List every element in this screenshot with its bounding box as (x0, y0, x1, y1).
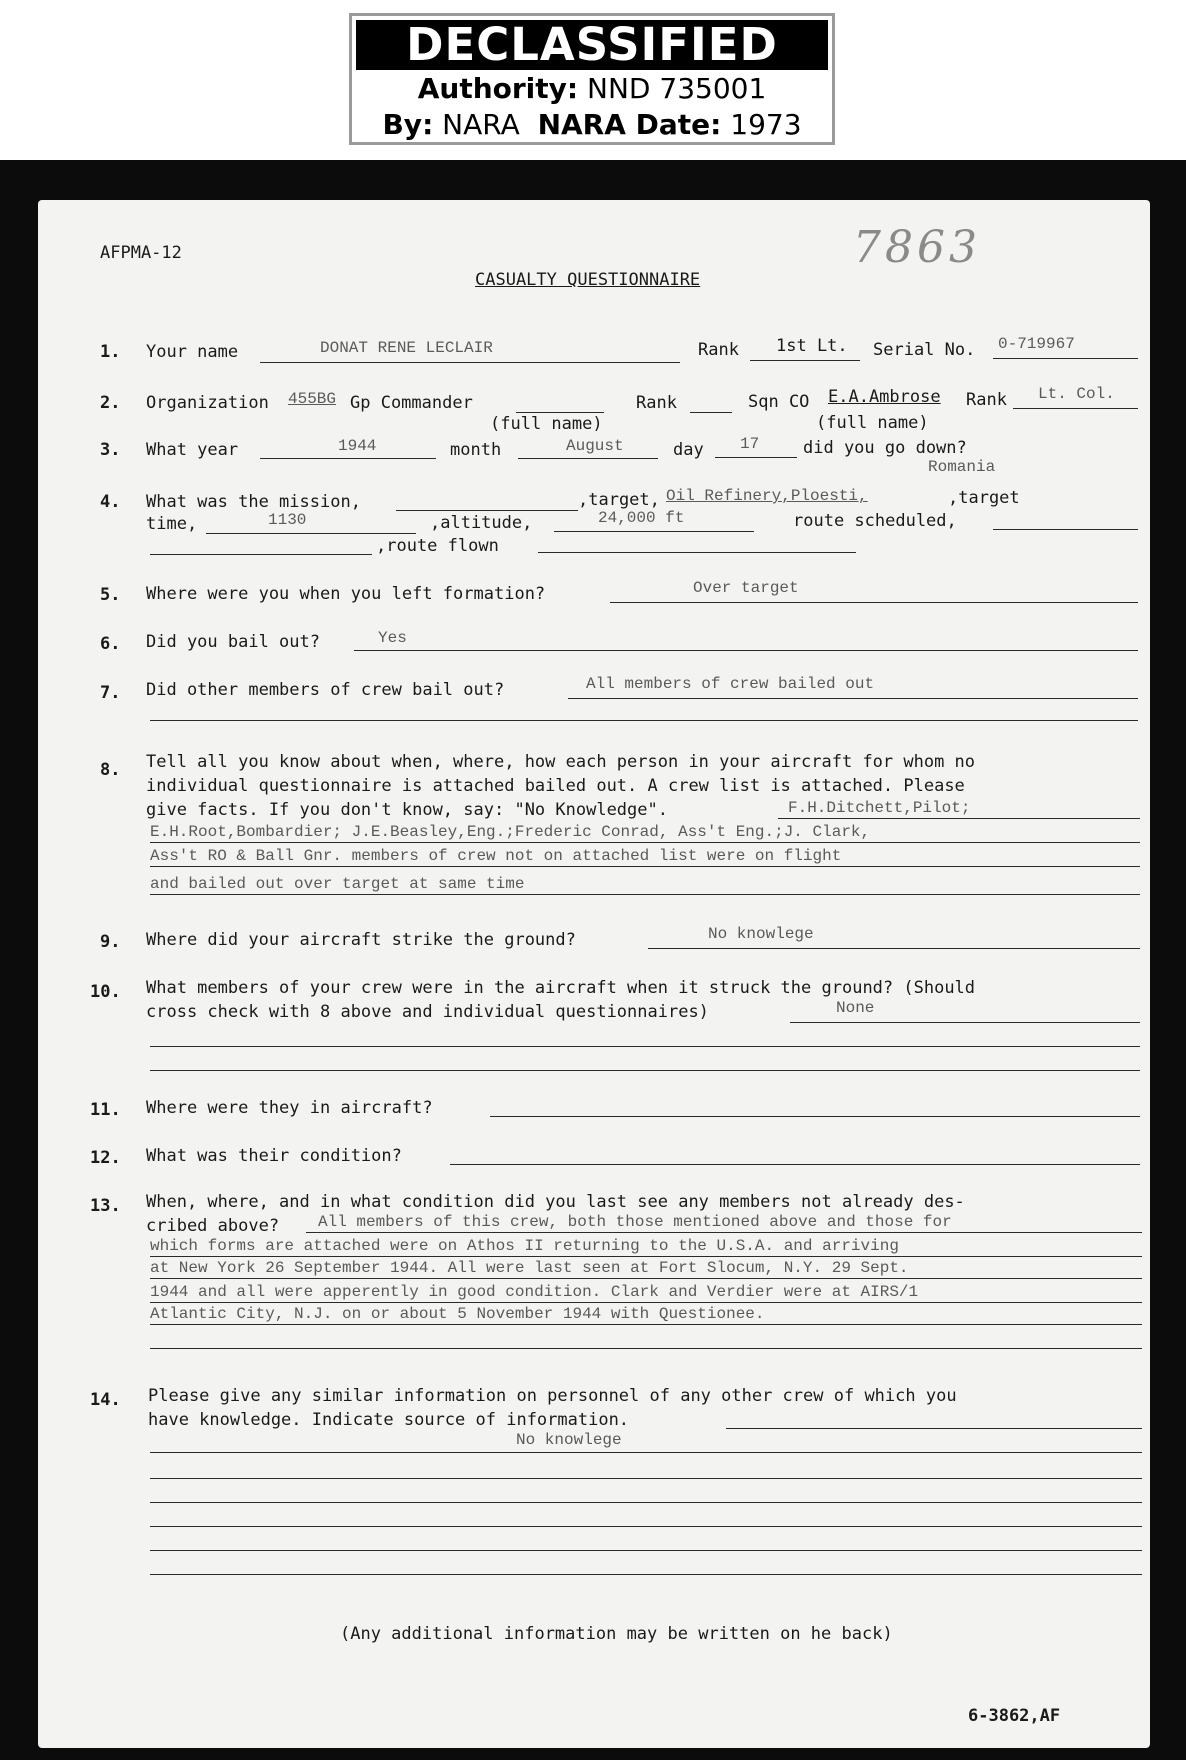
q8-answer-2: E.H.Root,Bombardier; J.E.Beasley,Eng.;Frederic Conrad, Ass't Eng.;J. Clark, (150, 823, 871, 841)
handwritten-number: 7863 (853, 222, 981, 273)
q9-answer: No knowlege (708, 925, 814, 943)
q13-answer-line-2 (150, 1256, 1142, 1257)
q1-rank-label: Rank (698, 340, 739, 360)
scanned-document (0, 160, 1186, 1760)
q4-route-scheduled-line (993, 529, 1138, 530)
q13-answer-5: Atlantic City, N.J. on or about 5 November 1944 with Questionee. (150, 1305, 765, 1323)
q14-answer-line-4 (150, 1502, 1142, 1503)
q6-number: 6. (100, 634, 121, 654)
q3-month-label: month (450, 440, 502, 460)
q7-answer-line (568, 698, 1138, 699)
q13-answer-3: at New York 26 September 1944. All were last seen at Fort Slocum, N.Y. 29 Sept. (150, 1259, 909, 1277)
q14-answer-line-2 (150, 1452, 1142, 1453)
q4-number: 4. (100, 492, 121, 512)
q2-rank2-value: Lt. Col. (1038, 385, 1115, 403)
q3-month-value: August (566, 437, 624, 455)
q10-answer-line-2 (150, 1046, 1140, 1047)
q3-day-label: day (673, 440, 704, 460)
q8-line-1: Tell all you know about when, where, how each person in your aircraft for whom no (146, 752, 976, 772)
q10-answer-line (790, 1022, 1140, 1023)
q14-answer-line-7 (150, 1574, 1142, 1575)
q4-altitude-value: 24,000 ft (598, 509, 685, 527)
q3-end-text: did you go down? (803, 438, 967, 458)
q3-label: What year (146, 440, 239, 460)
q4-route-flown-label: ,route flown (376, 536, 499, 556)
q4-target-label: ,target, (578, 490, 660, 510)
q13-number: 13. (90, 1196, 121, 1216)
q12-number: 12. (90, 1148, 121, 1168)
q14-line-1: Please give any similar information on personnel of any other crew of which you (148, 1386, 957, 1406)
q9-answer-line (648, 948, 1140, 949)
q14-line-2: have knowledge. Indicate source of information. (148, 1410, 630, 1430)
q8-answer-line-3 (150, 866, 1140, 867)
q4-route-scheduled-line-2 (150, 554, 372, 555)
q7-number: 7. (100, 683, 121, 703)
q1-name-line (260, 362, 680, 363)
q10-line-1: What members of your crew were in the aircraft when it struck the ground? (Should (146, 978, 976, 998)
q13-answer-2: which forms are attached were on Athos II returning to the U.S.A. and arriving (150, 1237, 899, 1255)
q4-country-value: Romania (928, 458, 996, 476)
q4-mission-line (396, 510, 578, 511)
q2-rank-label: Rank (636, 393, 677, 413)
q10-number: 10. (90, 982, 121, 1002)
q13-answer-line-4 (150, 1302, 1142, 1303)
q8-answer-4: and bailed out over target at same time (150, 875, 525, 893)
q4-altitude-line (554, 531, 754, 532)
q2-sqn-value: E.A.Ambrose (828, 387, 941, 407)
form-title: CASUALTY QUESTIONNAIRE (475, 270, 701, 290)
form-page (38, 200, 1150, 1748)
q6-answer-line (354, 650, 1138, 651)
q7-label: Did other members of crew bail out? (146, 680, 505, 700)
q13-answer-1: All members of this crew, both those mentioned above and those for (318, 1213, 952, 1231)
q3-year-value: 1944 (338, 437, 377, 455)
q8-answer-line-4 (150, 894, 1140, 895)
q4-label: What was the mission, (146, 492, 361, 512)
q8-line-3: give facts. If you don't know, say: "No Knowledge". (146, 800, 668, 820)
q1-serial-line (993, 358, 1138, 359)
q1-name-value: DONAT RENE LECLAIR (320, 339, 493, 357)
q4-time-value: 1130 (268, 511, 307, 529)
q10-answer-line-3 (150, 1070, 1140, 1071)
q2-full-name-hint-1: (full name) (490, 414, 603, 434)
q13-line-1: When, where, and in what condition did you last see any members not already des- (146, 1192, 965, 1212)
q13-answer-line-5 (150, 1324, 1142, 1325)
q3-year-line (260, 458, 436, 459)
q2-full-name-hint-2: (full name) (816, 413, 929, 433)
q8-line-2: individual questionnaire is attached bailed out. A crew list is attached. Please (146, 776, 965, 796)
q4-time-line (206, 533, 416, 534)
q14-answer: No knowlege (516, 1431, 622, 1449)
q14-answer-line-6 (150, 1550, 1142, 1551)
q6-label: Did you bail out? (146, 632, 320, 652)
q14-answer-line-3 (150, 1478, 1142, 1479)
q3-number: 3. (100, 440, 121, 460)
q9-label: Where did your aircraft strike the ground? (146, 930, 576, 950)
q3-day-value: 17 (740, 435, 760, 453)
stamp-title: DECLASSIFIED (356, 20, 828, 70)
q2-sqn-label: Sqn CO (748, 392, 810, 412)
q1-rank-value: 1st Lt. (776, 336, 848, 356)
q1-number: 1. (100, 342, 121, 362)
declassified-stamp (349, 13, 835, 145)
q12-answer-line (450, 1164, 1140, 1165)
form-number: 6-3862,AF (968, 1706, 1061, 1726)
q2-gp-line (516, 412, 604, 413)
q1-serial-label: Serial No. (873, 340, 976, 360)
q4-route-scheduled-label: route scheduled, (793, 511, 957, 531)
q14-answer-line-1 (726, 1428, 1142, 1429)
q11-number: 11. (90, 1100, 121, 1120)
q5-answer-line (610, 602, 1138, 603)
q2-rank2-label: Rank (966, 390, 1007, 410)
q2-rank2-line (1013, 408, 1138, 409)
q5-answer: Over target (693, 579, 799, 597)
q4-altitude-label: ,altitude, (430, 513, 533, 533)
stamp-by-date: By: NARA NARA Date: 1973 (382, 108, 802, 141)
q13-answer-line-3 (150, 1278, 1142, 1279)
q2-rank-line (690, 412, 732, 413)
q5-label: Where were you when you left formation? (146, 584, 546, 604)
q2-number: 2. (100, 393, 121, 413)
q13-line-2: cribed above? (146, 1216, 280, 1236)
q2-label: Organization (146, 393, 269, 413)
q8-answer-line-1 (778, 818, 1140, 819)
q8-answer-line-2 (150, 842, 1140, 843)
q13-answer-4: 1944 and all were apperently in good condition. Clark and Verdier were at AIRS/1 (150, 1283, 919, 1301)
q9-number: 9. (100, 932, 121, 952)
q1-serial-value: 0-719967 (998, 335, 1075, 353)
q14-number: 14. (90, 1390, 121, 1410)
q4-route-flown-line (538, 552, 856, 553)
q4-target-value: Oil Refinery,Ploesti, (666, 487, 868, 505)
q13-answer-line-6 (150, 1348, 1142, 1349)
q1-rank-line (750, 360, 860, 361)
q7-answer-line-2 (150, 720, 1138, 721)
q8-number: 8. (100, 760, 121, 780)
q8-answer-1: F.H.Ditchett,Pilot; (788, 799, 971, 817)
q6-answer: Yes (378, 629, 407, 647)
q4-target2-label: ,target (948, 488, 1020, 508)
q4-time-label: time, (146, 514, 198, 534)
q11-label: Where were they in aircraft? (146, 1098, 433, 1118)
q3-month-line (518, 458, 658, 459)
q14-answer-line-5 (150, 1526, 1142, 1527)
q5-number: 5. (100, 585, 121, 605)
q1-label: Your name (146, 342, 239, 362)
q10-line-2: cross check with 8 above and individual questionnaires) (146, 1002, 709, 1022)
q2-gp-label: Gp Commander (350, 393, 473, 413)
stamp-authority: Authority: NND 735001 (417, 72, 767, 105)
q13-answer-line-1 (306, 1232, 1142, 1233)
q12-label: What was their condition? (146, 1146, 402, 1166)
q2-org-value: 455BG (288, 390, 337, 408)
q10-answer: None (836, 999, 875, 1017)
form-code: AFPMA-12 (100, 243, 182, 263)
q3-day-line (715, 457, 797, 458)
q7-answer: All members of crew bailed out (586, 675, 875, 693)
footer-note: (Any additional information may be written on he back) (340, 1624, 893, 1644)
q8-answer-3: Ass't RO & Ball Gnr. members of crew not on attached list were on flight (150, 847, 842, 865)
q11-answer-line (490, 1116, 1140, 1117)
